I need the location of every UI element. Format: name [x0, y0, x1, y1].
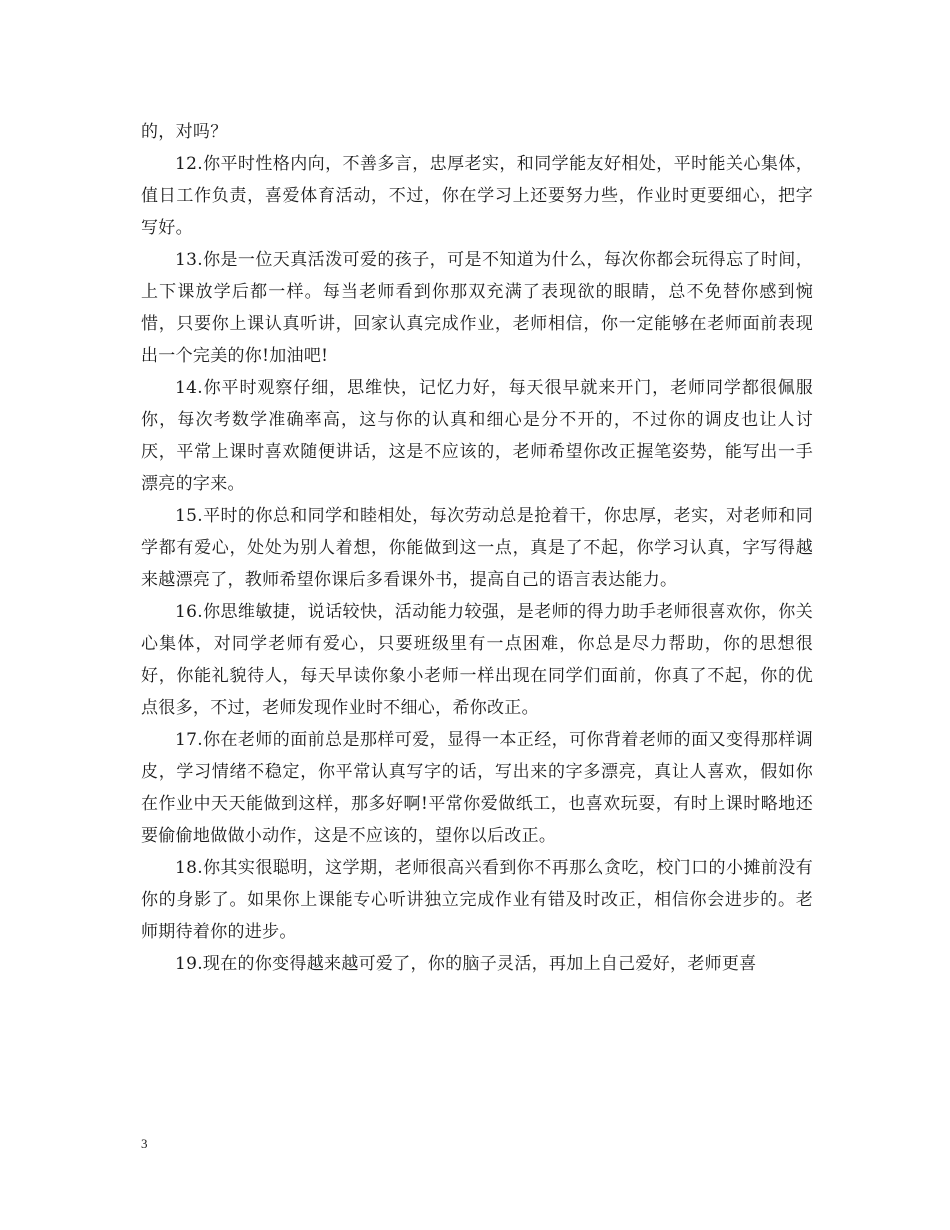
paragraph-item-12: 12.你平时性格内向，不善多言，忠厚老实，和同学能友好相处，平时能关心集体，值日工作负责，喜爱体育活动，不过，你在学习上还要努力些，作业时更要细心，把字写好。 [141, 154, 813, 238]
paragraph-continuation: 的，对吗？ [141, 122, 228, 142]
document-body [141, 116, 813, 980]
paragraph-item-16: 16.你思维敏捷，说话较快，活动能力较强，是老师的得力助手老师很喜欢你，你关心集体，对同学老师有爱心，只要班级里有一点困难，你总是尽力帮助，你的思想很好，你能礼貌待人，每天早读你象小老师一样出现在同学们面前，你真了不起，你的优点很多，不过，老师发现作业时不细心，希你改正。 [141, 602, 813, 718]
paragraph-item-13: 13.你是一位天真活泼可爱的孩子，可是不知道为什么，每次你都会玩得忘了时间，上下课放学后都一样。每当老师看到你那双充满了表现欲的眼睛，总不免替你感到惋惜，只要你上课认真听讲，回家认真完成作业，老师相信，你一定能够在老师面前表现出一个完美的你!加油吧! [141, 250, 813, 366]
paragraph-item-15: 15.平时的你总和同学和睦相处，每次劳动总是抢着干，你忠厚，老实，对老师和同学都有爱心，处处为别人着想，你能做到这一点，真是了不起，你学习认真，字写得越来越漂亮了，教师希望你课后多看课外书，提高自己的语言表达能力。 [141, 506, 813, 590]
page-number: 3 [141, 1136, 148, 1151]
paragraph-item-19: 19.现在的你变得越来越可爱了，你的脑子灵活，再加上自己爱好，老师更喜 [175, 954, 757, 974]
paragraph-item-14: 14.你平时观察仔细，思维快，记忆力好，每天很早就来开门，老师同学都很佩服你，每次考数学准确率高，这与你的认真和细心是分不开的，不过你的调皮也让人讨厌，平常上课时喜欢随便讲话，这是不应该的，老师希望你改正握笔姿势，能写出一手漂亮的字来。 [141, 378, 813, 494]
paragraph-item-18: 18.你其实很聪明，这学期，老师很高兴看到你不再那么贪吃，校门口的小摊前没有你的身影了。如果你上课能专心听讲独立完成作业有错及时改正，相信你会进步的。老师期待着你的进步。 [141, 858, 813, 942]
paragraph-item-17: 17.你在老师的面前总是那样可爱，显得一本正经，可你背着老师的面又变得那样调皮，学习情绪不稳定，你平常认真写字的话，写出来的字多漂亮，真让人喜欢，假如你在作业中天天能做到这样，那多好啊!平常你爱做纸工，也喜欢玩耍，有时上课时略地还要偷偷地做做小动作，这是不应该的，望你以后改正。 [141, 730, 813, 846]
